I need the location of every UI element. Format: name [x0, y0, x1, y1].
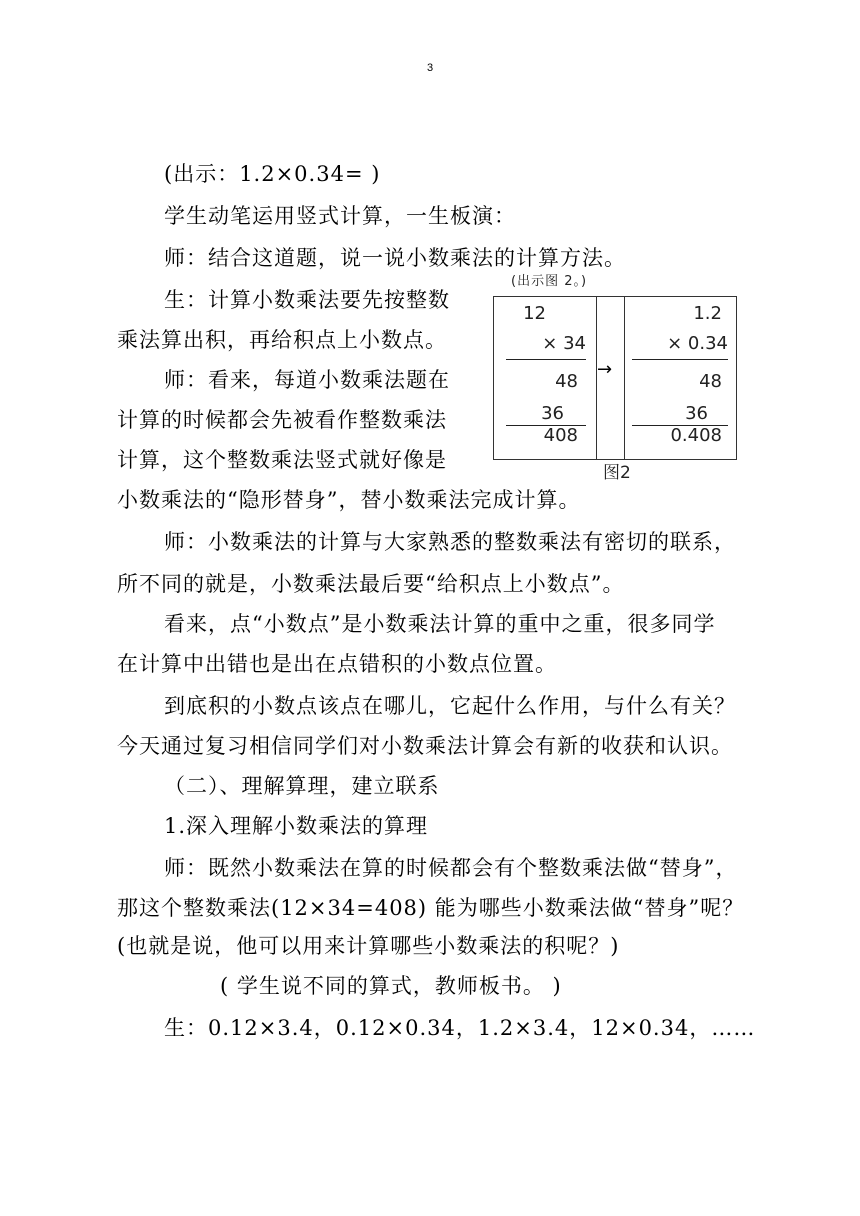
- text-line: 计算的时候都会先被看作整数乘法: [117, 408, 447, 432]
- calc-rule: [632, 359, 728, 360]
- text-line: 所不同的就是，小数乘法最后要“给积点上小数点”。: [117, 572, 625, 596]
- separator: [624, 297, 625, 459]
- text-line: 看来，点“小数点”是小数乘法计算的重中之重，很多同学: [164, 612, 716, 636]
- page-number: 3: [426, 62, 434, 74]
- multiplicand: 12: [523, 303, 546, 324]
- text-line: 师：小数乘法的计算与大家熟悉的整数乘法有密切的联系，: [164, 530, 736, 554]
- text-line: (也就是说，他可以用来计算哪些小数乘法的积呢？): [117, 934, 620, 958]
- text-line: 计算，这个整数乘法竖式就好像是: [117, 448, 447, 472]
- text-line: 到底积的小数点该点在哪儿，它起什么作用，与什么有关？: [164, 694, 736, 718]
- subsection-heading: 1.深入理解小数乘法的算理: [164, 814, 429, 838]
- product: 408: [543, 425, 578, 446]
- multiplier: × 0.34: [667, 333, 728, 354]
- text-line: 师：既然小数乘法在算的时候都会有个整数乘法做“替身”，: [164, 856, 738, 880]
- partial-product: 48: [699, 371, 722, 392]
- text-line: 师：结合这道题，说一说小数乘法的计算方法。: [164, 246, 626, 270]
- text-line: 那这个整数乘法(12×34=408) 能为哪些小数乘法做“替身”呢？: [117, 896, 745, 920]
- arrow-right-icon: →: [597, 359, 613, 380]
- text-line: 乘法算出积，再给积点上小数点。: [117, 328, 447, 352]
- figure-2: [491, 270, 741, 483]
- text-line: 小数乘法的“隐形替身”，替小数乘法完成计算。: [117, 488, 581, 512]
- partial-product: 36: [685, 403, 708, 424]
- text-line: 学生动笔运用竖式计算，一生板演：: [164, 204, 516, 228]
- right-vertical-calc: [632, 297, 728, 459]
- text-line: 今天通过复习相信同学们对小数乘法计算会有新的收获和认识。: [117, 734, 733, 758]
- multiplier: × 34: [542, 333, 586, 354]
- left-vertical-calc: [506, 297, 586, 459]
- text-line: 生：0.12×3.4，0.12×0.34，1.2×3.4，12×0.34，……: [164, 1016, 756, 1040]
- text-line: 师：看来，每道小数乘法题在: [164, 368, 450, 392]
- multiplicand: 1.2: [693, 303, 722, 324]
- section-heading: （二）、理解算理，建立联系: [164, 774, 440, 798]
- figure-caption: 图2: [603, 463, 631, 483]
- figure-box: [493, 296, 737, 460]
- calc-rule: [506, 359, 586, 360]
- text-line: (出示：1.2×0.34= ): [164, 162, 381, 186]
- figure-caption-top: (出示图 2。): [511, 274, 588, 289]
- product: 0.408: [670, 425, 722, 446]
- text-line: 在计算中出错也是出在点错积的小数点位置。: [117, 652, 557, 676]
- text-line: ( 学生说不同的算式，教师板书。 ): [220, 974, 562, 998]
- text-line: 生：计算小数乘法要先按整数: [164, 288, 450, 312]
- partial-product: 48: [555, 371, 578, 392]
- partial-product: 36: [541, 403, 564, 424]
